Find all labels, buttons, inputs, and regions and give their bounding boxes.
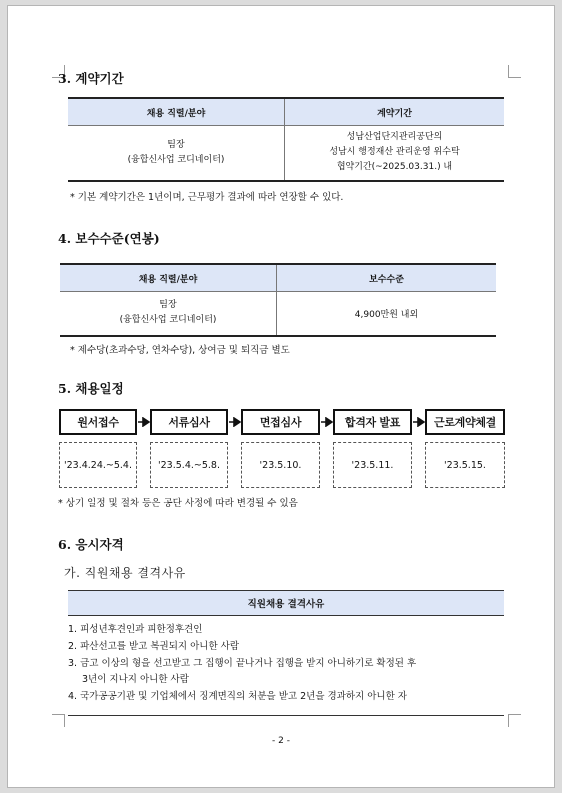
col-header-salary: 보수수준: [277, 264, 497, 292]
salary-table: [60, 263, 496, 337]
arrow-right-icon: [321, 417, 333, 427]
date-document-review: '23.5.4.~5.8.: [150, 442, 228, 488]
period-line-2: 성남시 행정재산 관리운영 위수탁: [329, 147, 460, 158]
list-item: 2. 파산선고를 받고 복권되지 아니한 사람: [68, 640, 239, 652]
salary-cell: 4,900만원 내외: [277, 292, 497, 336]
section6-heading: 6. 응시자격: [58, 537, 124, 552]
col-header-period: 계약기간: [285, 98, 505, 126]
position-cell: [68, 126, 285, 181]
step-application: 원서접수: [59, 409, 137, 435]
col-header-position: 채용 직렬/분야: [60, 264, 277, 292]
arrow-right-icon: [229, 417, 241, 427]
section3-heading: 3. 계약기간: [58, 71, 124, 86]
contract-period-table: [68, 97, 504, 182]
section6-subheading: 가. 직원채용 결격사유: [64, 566, 186, 580]
date-application: '23.4.24.~5.4.: [59, 442, 137, 488]
position-subtitle: (융합신사업 코디네이터): [119, 315, 217, 326]
arrow-right-icon: [138, 417, 150, 427]
crop-mark-bottom-right: [508, 714, 521, 727]
step-result-announcement: 합격자 발표: [333, 409, 412, 435]
step-document-review: 서류심사: [150, 409, 228, 435]
crop-mark-bottom-left: [52, 714, 65, 727]
contract-note: * 기본 계약기간은 1년이며, 근무평가 결과에 따라 연장할 수 있다.: [70, 192, 344, 203]
page-number: - 2 -: [272, 736, 290, 746]
position-subtitle: (융합신사업 코디네이터): [127, 154, 225, 165]
period-line-3: 협약기간(~2025.03.31.) 내: [336, 162, 453, 173]
step-contract: 근로계약체결: [425, 409, 505, 435]
list-item: 4. 국가공공기관 및 기업체에서 징계면직의 처분을 받고 2년을 경과하지 아니한 자: [68, 691, 407, 703]
position-title: 팀장: [159, 300, 177, 311]
list-item: 1. 피성년후견인과 피한정후견인: [68, 624, 203, 635]
period-line-1: 성남산업단지관리공단의: [346, 132, 443, 143]
position-cell: [60, 292, 277, 336]
date-interview: '23.5.10.: [241, 442, 320, 488]
list-item-continuation: 3년이 지나지 아니한 사람: [82, 674, 189, 686]
col-header-position: 채용 직렬/분야: [68, 98, 285, 126]
step-interview: 면접심사: [241, 409, 320, 435]
list-item: 3. 금고 이상의 형을 선고받고 그 집행이 끝나거나 집행을 받지 아니하기로 확정된 후: [68, 657, 417, 669]
disqualification-header: 직원채용 결격사유: [68, 590, 504, 616]
schedule-note: * 상기 일정 및 절차 등은 공단 사정에 따라 변경될 수 있음: [58, 498, 298, 509]
table-bottom-rule: [68, 715, 504, 716]
date-contract: '23.5.15.: [425, 442, 505, 488]
period-cell: [285, 126, 505, 181]
position-title: 팀장: [167, 139, 185, 150]
salary-note: * 제수당(초과수당, 연차수당), 상여금 및 퇴직금 별도: [70, 345, 290, 356]
arrow-right-icon: [413, 417, 425, 427]
crop-mark-top-right: [508, 65, 521, 78]
disqualification-list: [68, 622, 508, 706]
date-result-announcement: '23.5.11.: [333, 442, 412, 488]
section4-heading: 4. 보수수준(연봉): [58, 231, 160, 246]
section5-heading: 5. 채용일정: [58, 381, 124, 396]
